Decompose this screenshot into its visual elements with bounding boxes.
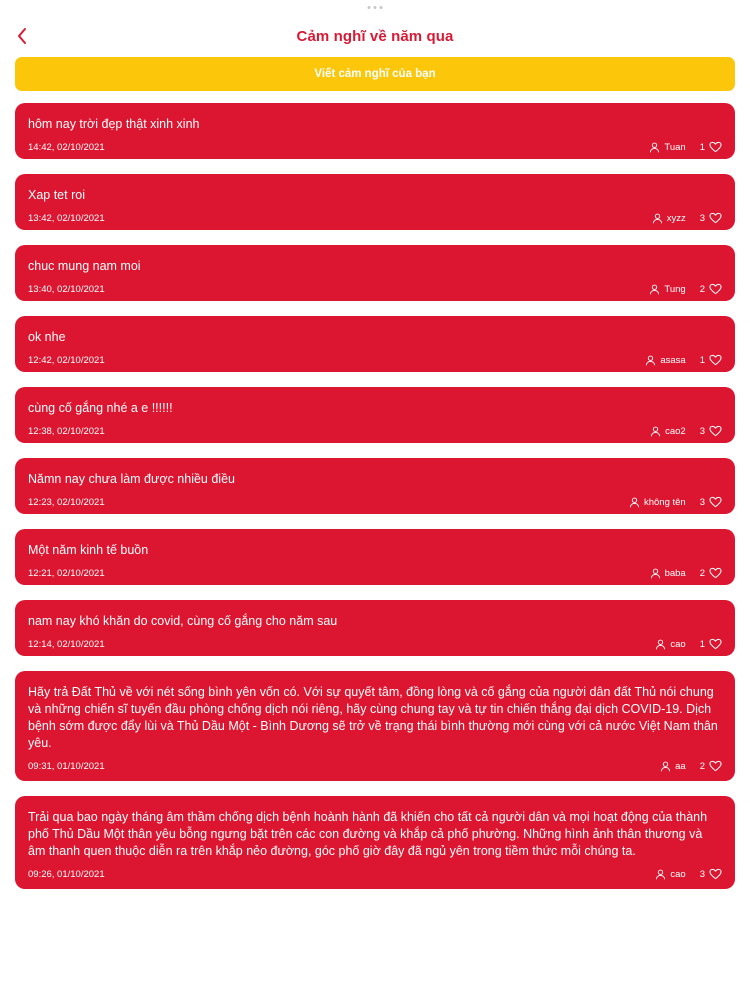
post-meta [652,212,722,224]
like-count: 3 [699,496,705,508]
post-card[interactable] [15,458,735,514]
like-count: 1 [699,638,705,650]
post-text: chuc mung nam moi [28,259,141,273]
post-author: cao2 [665,425,686,437]
post-card[interactable] [15,387,735,443]
post-time: 09:31, 01/10/2021 [28,760,105,772]
post-meta [655,638,722,650]
post-meta [645,354,722,366]
post-card[interactable] [15,600,735,656]
top-bar [0,18,750,54]
post-author: cao [670,638,686,650]
post-footer [28,282,722,296]
heart-icon[interactable] [709,638,722,650]
post-time: 13:42, 02/10/2021 [28,212,105,224]
post-author: Tuan [664,141,686,153]
post-footer [28,566,722,580]
post-footer [28,495,722,509]
heart-icon[interactable] [709,141,722,153]
heart-icon[interactable] [709,283,722,295]
post-time: 12:42, 02/10/2021 [28,354,105,366]
post-meta [629,496,722,508]
post-author: không tên [643,496,686,508]
post-text: Xap tet roi [28,188,85,202]
page-title: Cảm nghĩ về năm qua [296,27,454,45]
like-count: 3 [699,212,705,224]
post-author: aa [675,760,686,772]
post-footer [28,637,722,651]
user-icon [649,142,660,153]
post-text: Trải qua bao ngày tháng âm thầm chống dịch bệnh hoành hành đã khiến cho tất cả người dân và mọi hoạt động của thành phố Thủ Dầu Một thân yêu bỗng ngưng bặt trên các con đường và khắp cả phố phường. Những hình ảnh thân thương và âm thanh quen thuộc diễn ra trên khắp nẻo đường, góc phố giờ đây đã ngủ yên trong tiềm thức mỗi chúng ta. [28,810,708,858]
chevron-left-icon [16,27,28,45]
like-count: 3 [699,868,705,880]
user-icon [655,639,666,650]
post-meta [655,868,722,880]
user-icon [652,213,663,224]
post-author: xyzz [666,212,686,224]
post-time: 09:26, 01/10/2021 [28,868,105,880]
back-button[interactable] [8,22,36,50]
post-card[interactable] [15,103,735,159]
user-icon [660,761,671,772]
post-footer [28,353,722,367]
user-icon [655,869,666,880]
post-footer [28,211,722,225]
post-meta [649,141,722,153]
heart-icon[interactable] [709,354,722,366]
post-meta [650,567,722,579]
post-card[interactable] [15,174,735,230]
post-author: baba [664,567,686,579]
post-time: 14:42, 02/10/2021 [28,141,105,153]
like-count: 3 [699,425,705,437]
window-grabber [368,6,383,9]
post-meta [660,760,722,772]
user-icon [650,426,661,437]
post-footer [28,424,722,438]
like-count: 1 [699,354,705,366]
like-count: 2 [699,283,705,295]
heart-icon[interactable] [709,760,722,772]
post-text: Nămn nay chưa làm được nhiều điều [28,472,235,486]
like-count: 2 [699,567,705,579]
user-icon [650,568,661,579]
heart-icon[interactable] [709,496,722,508]
post-footer [28,140,722,154]
like-count: 1 [699,141,705,153]
post-card[interactable] [15,245,735,301]
post-text: ok nhe [28,330,66,344]
post-footer [28,867,722,881]
post-meta [650,425,722,437]
user-icon [649,284,660,295]
post-time: 12:38, 02/10/2021 [28,425,105,437]
post-text: Hãy trả Đất Thủ về với nét sống bình yên vốn có. Với sự quyết tâm, đồng lòng và cố gắng của người dân đất Thủ nói chung và những chiến sĩ tuyến đầu phòng chống dịch nói riêng, hãy cùng chung tay và tự tin chiến thắng đại dịch COVID-19. Dịch bệnh sớm được đẩy lùi và Thủ Dầu Một - Bình Dương sẽ trở về trạng thái bình thường mới cùng với cả nước Việt Nam thân yêu. [28,685,718,750]
post-list [15,103,735,889]
post-time: 12:14, 02/10/2021 [28,638,105,650]
heart-icon[interactable] [709,567,722,579]
post-text: hôm nay trời đẹp thật xinh xinh [28,117,200,131]
post-card[interactable] [15,529,735,585]
heart-icon[interactable] [709,212,722,224]
post-author: cao [670,868,686,880]
heart-icon[interactable] [709,868,722,880]
user-icon [629,497,640,508]
post-card[interactable] [15,316,735,372]
write-thought-button[interactable]: Viết cảm nghĩ của bạn [15,57,735,91]
post-footer [28,759,722,773]
post-time: 12:21, 02/10/2021 [28,567,105,579]
post-author: asasa [660,354,686,366]
post-author: Tung [664,283,686,295]
post-text: Một năm kinh tế buồn [28,543,149,557]
post-card[interactable] [15,671,735,781]
post-meta [649,283,722,295]
post-text: cùng cố gắng nhé a e !!!!!! [28,401,173,415]
post-text: nam nay khó khăn do covid, cùng cố gắng cho năm sau [28,614,338,628]
like-count: 2 [699,760,705,772]
heart-icon[interactable] [709,425,722,437]
post-time: 13:40, 02/10/2021 [28,283,105,295]
post-card[interactable] [15,796,735,889]
post-time: 12:23, 02/10/2021 [28,496,105,508]
user-icon [645,355,656,366]
